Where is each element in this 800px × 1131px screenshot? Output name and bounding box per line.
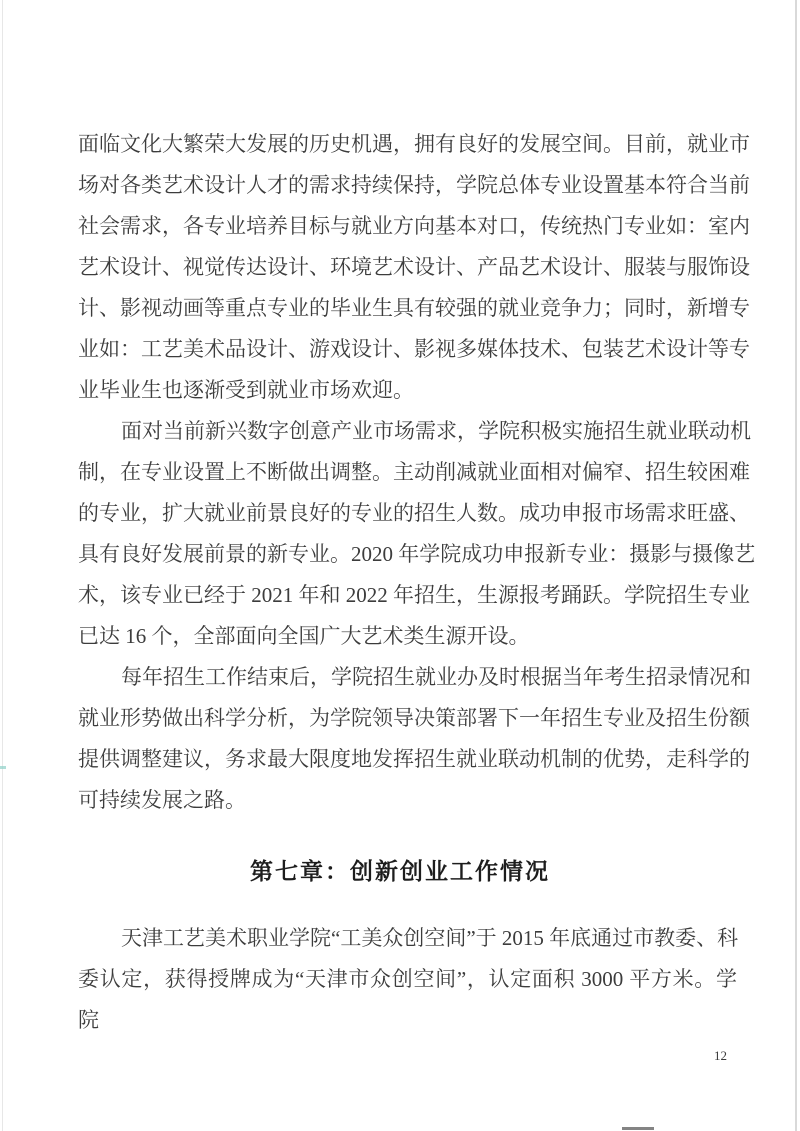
text-line: 业毕业生也逐渐受到就业市场欢迎。 (78, 378, 414, 402)
scan-artifact-bottom-smudge (622, 1127, 654, 1130)
text-line: 已达 16 个，全部面向全国广大艺术类生源开设。 (78, 624, 530, 648)
text-line: 艺术设计、视觉传达设计、环境艺术设计、产品艺术设计、服装与服饰设 (78, 255, 750, 279)
text-line: 社会需求，各专业培养目标与就业方向基本对口，传统热门专业如：室内 (78, 214, 750, 238)
text-line: 面对当前新兴数字创意产业市场需求，学院积极实施招生就业联动机 (121, 419, 751, 443)
scan-edge-left-line (2, 0, 3, 1131)
scan-edge-right-line (795, 0, 797, 1131)
text-line: 提供调整建议，务求最大限度地发挥招生就业联动机制的优势，走科学的 (78, 747, 750, 771)
text-line: 可持续发展之路。 (78, 788, 246, 812)
text-line: 就业形势做出科学分析，为学院领导决策部署下一年招生专业及招生份额 (78, 706, 750, 730)
text-line: 制，在专业设置上不断做出调整。主动削减就业面相对偏窄、招生较困难 (78, 460, 750, 484)
text-line: 计、影视动画等重点专业的毕业生具有较强的就业竞争力；同时，新增专 (78, 296, 750, 320)
body-text-block (78, 124, 756, 821)
scan-artifact-teal-mark (0, 766, 6, 769)
chapter-heading: 第七章：创新创业工作情况 (250, 859, 550, 884)
text-line: 具有良好发展前景的新专业。2020 年学院成功申报新专业：摄影与摄像艺 (78, 542, 756, 566)
text-line: 面临文化大繁荣大发展的历史机遇，拥有良好的发展空间。目前，就业市 (78, 132, 750, 156)
text-line: 的专业，扩大就业前景良好的专业的招生人数。成功申报市场需求旺盛、 (78, 501, 750, 525)
tail-text-block (78, 918, 739, 1032)
text-line: 每年招生工作结束后，学院招生就业办及时根据当年考生招录情况和 (121, 665, 751, 689)
text-line: 天津工艺美术职业学院“工美众创空间”于 2015 年底通过市教委、科 (121, 926, 739, 950)
text-line: 术，该专业已经于 2021 年和 2022 年招生，生源报考踊跃。学院招生专业 (78, 583, 750, 607)
text-line: 业如：工艺美术品设计、游戏设计、影视多媒体技术、包装艺术设计等专 (78, 337, 750, 361)
page-number: 12 (714, 1048, 727, 1063)
text-line: 委认定，获得授牌成为“天津市众创空间”，认定面积 3000 平方米。学院 (78, 967, 737, 1032)
text-line: 场对各类艺术设计人才的需求持续保持，学院总体专业设置基本符合当前 (78, 173, 750, 197)
